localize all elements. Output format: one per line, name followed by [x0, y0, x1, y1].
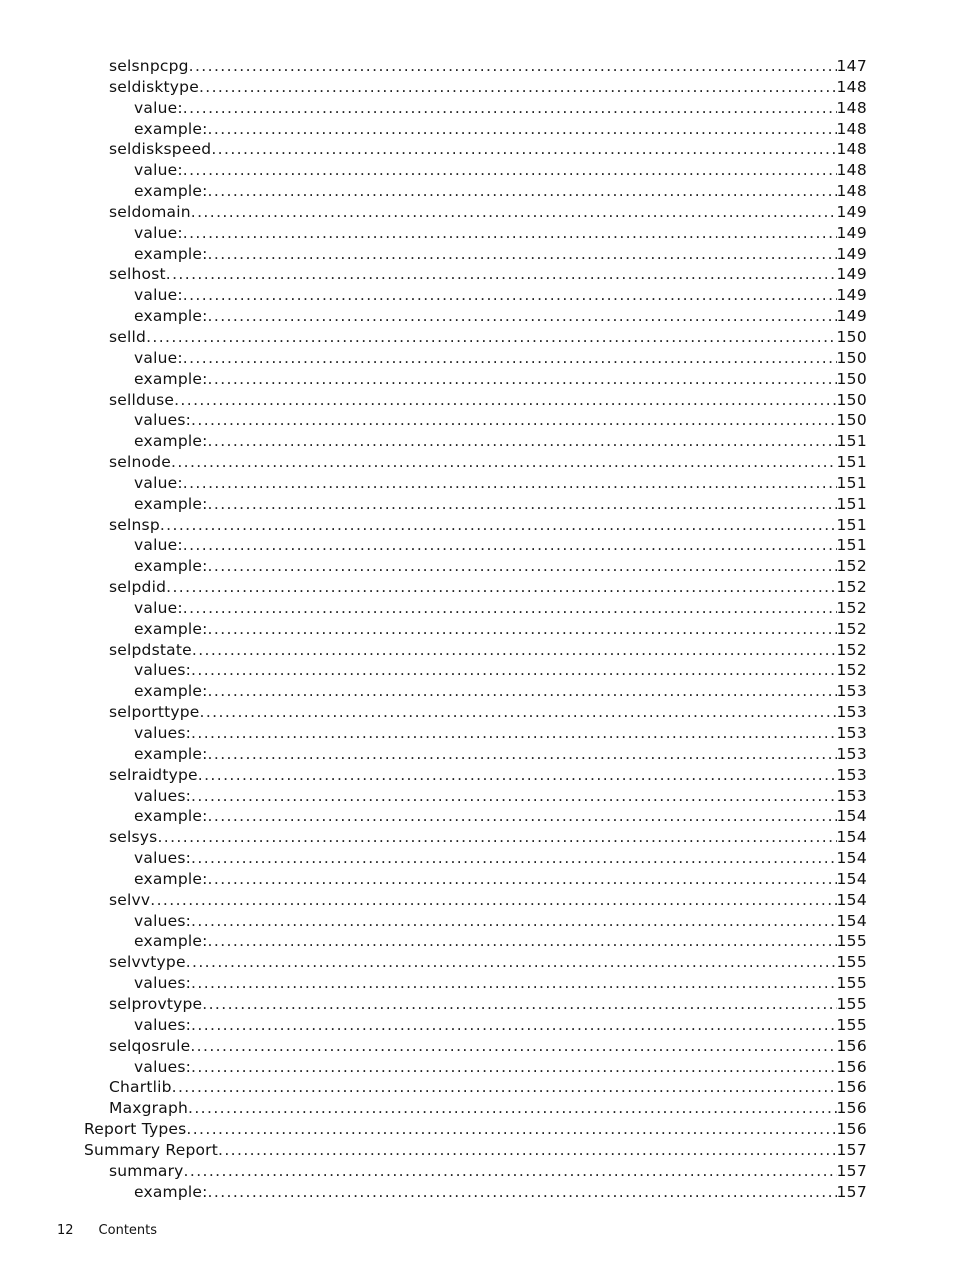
- toc-entry[interactable]: [0, 640, 954, 661]
- toc-entry[interactable]: [0, 369, 954, 390]
- dot-leader: [183, 285, 837, 306]
- toc-entry[interactable]: [0, 723, 954, 744]
- toc-entry-row: [134, 369, 867, 390]
- toc-entry-row: [134, 744, 867, 765]
- toc-entry-title: value:: [134, 98, 183, 117]
- toc-entry-row: [134, 494, 867, 515]
- dot-leader: [191, 848, 836, 869]
- toc-entry[interactable]: [0, 306, 954, 327]
- toc-entry-page-number: 157: [836, 1161, 867, 1180]
- toc-entry-page-number: 149: [836, 307, 867, 326]
- toc-entry-row: [134, 1182, 867, 1203]
- toc-entry-title: selsys: [109, 828, 158, 847]
- toc-entry[interactable]: [0, 327, 954, 348]
- toc-entry[interactable]: [0, 98, 954, 119]
- dot-leader: [208, 1182, 837, 1203]
- toc-entry-page-number: 149: [836, 265, 867, 284]
- toc-entry[interactable]: [0, 1057, 954, 1078]
- toc-entry[interactable]: [0, 744, 954, 765]
- toc-entry-row: [84, 1140, 867, 1161]
- dot-leader: [191, 911, 836, 932]
- toc-entry-title: values:: [134, 724, 192, 742]
- toc-entry-page-number: 152: [836, 557, 867, 576]
- toc-entry-page-number: 154: [836, 849, 867, 868]
- dot-leader: [188, 1098, 836, 1119]
- dot-leader: [150, 890, 836, 911]
- toc-entry[interactable]: [0, 598, 954, 619]
- toc-entry-page-number: 151: [836, 494, 867, 513]
- toc-entry-row: [134, 786, 867, 807]
- toc-entry-title: selvvtype: [109, 953, 186, 972]
- toc-entry[interactable]: [0, 556, 954, 577]
- dot-leader: [208, 931, 837, 952]
- dot-leader: [208, 681, 837, 702]
- dot-leader: [208, 369, 837, 390]
- toc-entry-title: Chartlib: [109, 1078, 172, 1097]
- toc-entry-title: example:: [134, 119, 208, 138]
- toc-entry-row: [134, 160, 867, 181]
- toc-entry-title: example:: [134, 682, 208, 701]
- toc-entry-row: [134, 473, 867, 494]
- toc-entry[interactable]: [0, 660, 954, 681]
- dot-leader: [183, 473, 837, 494]
- toc-entry-row: [109, 1161, 867, 1182]
- dot-leader: [191, 786, 836, 807]
- toc-entry-row: [109, 515, 867, 536]
- toc-entry-title: value:: [134, 598, 183, 617]
- toc-entry-row: [109, 56, 867, 77]
- dot-leader: [183, 98, 837, 119]
- toc-entry-page-number: 154: [836, 869, 867, 888]
- toc-entry-page-number: 150: [836, 411, 867, 430]
- toc-entry[interactable]: [0, 139, 954, 160]
- toc-entry-page-number: 154: [836, 807, 867, 826]
- toc-entry-title: values:: [134, 974, 192, 993]
- dot-leader: [208, 619, 837, 640]
- toc-entry-page-number: 152: [836, 640, 867, 659]
- toc-entry-row: [109, 827, 867, 848]
- toc-entry-title: selprovtype: [109, 994, 203, 1013]
- toc-entry-page-number: 156: [836, 1099, 867, 1118]
- toc-entry[interactable]: [0, 702, 954, 723]
- dot-leader: [191, 723, 836, 744]
- dot-leader: [208, 306, 837, 327]
- toc-entry-title: example:: [134, 244, 208, 263]
- table-of-contents: [0, 56, 954, 1202]
- toc-entry-row: [109, 765, 867, 786]
- dot-leader: [200, 702, 837, 723]
- toc-entry[interactable]: [0, 473, 954, 494]
- toc-entry-page-number: 148: [836, 182, 867, 201]
- toc-entry-row: [134, 931, 867, 952]
- toc-entry-row: [134, 556, 867, 577]
- toc-entry-title: example:: [134, 744, 208, 763]
- dot-leader: [198, 765, 837, 786]
- dot-leader: [208, 119, 837, 140]
- toc-entry-title: example:: [134, 432, 208, 451]
- toc-entry-page-number: 150: [836, 369, 867, 388]
- toc-entry-row: [109, 452, 867, 473]
- toc-entry-page-number: 148: [836, 119, 867, 138]
- dot-leader: [171, 452, 837, 473]
- toc-entry-page-number: 151: [836, 515, 867, 534]
- toc-entry-title: selld: [109, 327, 147, 346]
- dot-leader: [191, 202, 837, 223]
- toc-entry-row: [109, 577, 867, 598]
- toc-entry-row: [134, 1015, 867, 1036]
- toc-entry-row: [109, 1098, 867, 1119]
- toc-entry-page-number: 147: [836, 57, 867, 75]
- toc-entry[interactable]: [0, 577, 954, 598]
- toc-entry-page-number: 155: [836, 974, 867, 993]
- toc-entry-title: selpdstate: [109, 640, 192, 659]
- toc-entry[interactable]: [0, 390, 954, 411]
- toc-entry[interactable]: [0, 285, 954, 306]
- toc-entry-title: Report Types: [84, 1120, 187, 1139]
- toc-entry[interactable]: [0, 786, 954, 807]
- toc-entry[interactable]: [0, 56, 954, 77]
- toc-entry-row: [134, 869, 867, 890]
- toc-entry-row: [134, 306, 867, 327]
- toc-entry-row: [134, 848, 867, 869]
- toc-entry-row: [84, 1119, 867, 1140]
- toc-entry[interactable]: [0, 890, 954, 911]
- dot-leader: [183, 223, 837, 244]
- toc-entry-title: selnode: [109, 453, 171, 472]
- toc-entry[interactable]: [0, 681, 954, 702]
- toc-entry-row: [109, 264, 867, 285]
- dot-leader: [191, 1015, 836, 1036]
- toc-entry-page-number: 154: [836, 911, 867, 930]
- toc-entry-page-number: 156: [836, 1120, 867, 1139]
- toc-entry-page-number: 153: [836, 744, 867, 763]
- toc-entry-title: example:: [134, 369, 208, 388]
- toc-entry-title: summary: [109, 1161, 184, 1180]
- toc-entry-row: [134, 806, 867, 827]
- toc-entry[interactable]: [0, 119, 954, 140]
- dot-leader: [166, 264, 837, 285]
- toc-entry[interactable]: [0, 160, 954, 181]
- toc-entry[interactable]: [0, 952, 954, 973]
- toc-entry-page-number: 153: [836, 703, 867, 722]
- toc-entry-page-number: 156: [836, 1057, 867, 1076]
- toc-entry[interactable]: [0, 848, 954, 869]
- toc-entry-page-number: 151: [836, 473, 867, 492]
- toc-entry-page-number: 148: [836, 140, 867, 159]
- toc-entry-page-number: 148: [836, 98, 867, 117]
- toc-entry-row: [134, 244, 867, 265]
- toc-entry[interactable]: [0, 994, 954, 1015]
- dot-leader: [172, 1077, 837, 1098]
- toc-entry-title: example:: [134, 932, 208, 951]
- toc-entry-row: [109, 1036, 867, 1057]
- toc-entry-row: [134, 285, 867, 306]
- toc-entry-page-number: 150: [836, 348, 867, 367]
- toc-entry-title: example:: [134, 182, 208, 201]
- toc-entry-page-number: 148: [836, 77, 867, 96]
- toc-entry[interactable]: [0, 535, 954, 556]
- dot-leader: [218, 1140, 836, 1161]
- dot-leader: [199, 77, 837, 98]
- toc-entry-row: [134, 535, 867, 556]
- dot-leader: [186, 952, 837, 973]
- toc-entry-page-number: 157: [836, 1140, 867, 1159]
- toc-entry-page-number: 155: [836, 953, 867, 972]
- toc-entry-row: [134, 598, 867, 619]
- toc-entry-row: [134, 410, 867, 431]
- toc-entry-page-number: 151: [836, 432, 867, 451]
- toc-entry-page-number: 157: [836, 1182, 867, 1201]
- dot-leader: [183, 535, 837, 556]
- toc-entry-page-number: 151: [836, 453, 867, 472]
- footer-page-number: 12: [57, 1223, 74, 1238]
- dot-leader: [208, 869, 837, 890]
- toc-entry[interactable]: [0, 202, 954, 223]
- toc-entry-row: [134, 181, 867, 202]
- dot-leader: [183, 160, 837, 181]
- toc-entry-row: [109, 77, 867, 98]
- toc-entry-row: [109, 952, 867, 973]
- toc-entry-title: value:: [134, 536, 183, 555]
- toc-entry[interactable]: [0, 827, 954, 848]
- toc-entry-page-number: 156: [836, 1036, 867, 1055]
- dot-leader: [190, 1036, 836, 1057]
- toc-entry-title: value:: [134, 161, 183, 180]
- toc-entry[interactable]: [0, 181, 954, 202]
- toc-entry-page-number: 156: [836, 1078, 867, 1097]
- toc-entry[interactable]: [0, 869, 954, 890]
- toc-entry-row: [109, 1077, 867, 1098]
- toc-entry[interactable]: [0, 973, 954, 994]
- toc-entry-title: values:: [134, 849, 192, 868]
- toc-entry-title: selraidtype: [109, 765, 198, 784]
- toc-entry-row: [109, 702, 867, 723]
- toc-entry[interactable]: [0, 931, 954, 952]
- toc-entry[interactable]: [0, 1098, 954, 1119]
- dot-leader: [192, 640, 837, 661]
- toc-entry-row: [134, 681, 867, 702]
- toc-entry-page-number: 153: [836, 786, 867, 805]
- toc-entry[interactable]: [0, 515, 954, 536]
- toc-entry[interactable]: [0, 348, 954, 369]
- toc-entry-page-number: 154: [836, 890, 867, 909]
- dot-leader: [202, 994, 836, 1015]
- toc-entry-row: [134, 348, 867, 369]
- toc-entry-page-number: 152: [836, 578, 867, 597]
- toc-entry-row: [134, 619, 867, 640]
- toc-entry-title: sellduse: [109, 390, 175, 409]
- toc-entry[interactable]: [0, 619, 954, 640]
- toc-entry-title: example:: [134, 307, 208, 326]
- toc-entry-row: [134, 1057, 867, 1078]
- dot-leader: [208, 244, 837, 265]
- dot-leader: [208, 744, 837, 765]
- toc-entry-page-number: 153: [836, 765, 867, 784]
- dot-leader: [189, 56, 837, 77]
- dot-leader: [211, 139, 836, 160]
- dot-leader: [183, 348, 837, 369]
- toc-entry[interactable]: [0, 77, 954, 98]
- dot-leader: [208, 494, 837, 515]
- toc-entry-page-number: 149: [836, 244, 867, 263]
- dot-leader: [191, 660, 836, 681]
- toc-entry[interactable]: [0, 1036, 954, 1057]
- toc-entry[interactable]: [0, 431, 954, 452]
- dot-leader: [208, 806, 837, 827]
- toc-entry-row: [134, 431, 867, 452]
- toc-entry-row: [134, 660, 867, 681]
- toc-entry-row: [134, 911, 867, 932]
- toc-entry[interactable]: [0, 1140, 954, 1161]
- toc-entry-title: selvv: [109, 890, 151, 909]
- toc-entry-row: [109, 390, 867, 411]
- toc-entry-row: [109, 202, 867, 223]
- toc-entry[interactable]: [0, 452, 954, 473]
- dot-leader: [191, 1057, 836, 1078]
- toc-entry-row: [109, 994, 867, 1015]
- dot-leader: [184, 1161, 837, 1182]
- toc-entry-title: example:: [134, 869, 208, 888]
- toc-entry-page-number: 153: [836, 724, 867, 742]
- dot-leader: [183, 598, 837, 619]
- toc-entry[interactable]: [0, 1077, 954, 1098]
- toc-entry-title: selporttype: [109, 703, 200, 722]
- toc-entry-page-number: 154: [836, 828, 867, 847]
- toc-entry-page-number: 155: [836, 994, 867, 1013]
- toc-entry-page-number: 152: [836, 619, 867, 638]
- toc-entry[interactable]: [0, 1161, 954, 1182]
- toc-entry[interactable]: [0, 806, 954, 827]
- toc-entry[interactable]: [0, 494, 954, 515]
- toc-entry-title: seldomain: [109, 202, 191, 221]
- dot-leader: [160, 515, 837, 536]
- toc-entry[interactable]: [0, 410, 954, 431]
- dot-leader: [191, 410, 836, 431]
- dot-leader: [186, 1119, 836, 1140]
- toc-entry-title: values:: [134, 786, 192, 805]
- toc-entry[interactable]: [0, 1119, 954, 1140]
- toc-entry-page-number: 153: [836, 682, 867, 701]
- toc-entry-row: [134, 223, 867, 244]
- toc-entry-title: example:: [134, 1182, 208, 1201]
- toc-entry-title: seldisktype: [109, 77, 199, 96]
- toc-entry-title: values:: [134, 1015, 192, 1034]
- toc-entry-page-number: 152: [836, 661, 867, 680]
- toc-entry-page-number: 149: [836, 202, 867, 221]
- toc-entry-title: Summary Report: [84, 1140, 219, 1159]
- toc-entry-title: values:: [134, 1057, 192, 1076]
- toc-entry-title: selnsp: [109, 515, 160, 534]
- toc-entry-row: [109, 890, 867, 911]
- toc-entry-title: selpdid: [109, 578, 167, 597]
- toc-entry-page-number: 152: [836, 598, 867, 617]
- toc-entry-title: example:: [134, 807, 208, 826]
- toc-entry-row: [109, 139, 867, 160]
- toc-entry-title: value:: [134, 223, 183, 242]
- toc-entry-page-number: 150: [836, 327, 867, 346]
- toc-entry-page-number: 155: [836, 932, 867, 951]
- toc-entry-row: [134, 973, 867, 994]
- toc-entry-row: [109, 640, 867, 661]
- toc-entry[interactable]: [0, 223, 954, 244]
- toc-entry-title: selqosrule: [109, 1036, 191, 1055]
- page-footer: [57, 1223, 157, 1238]
- toc-entry-row: [134, 98, 867, 119]
- toc-entry-page-number: 149: [836, 286, 867, 305]
- toc-entry-page-number: 148: [836, 161, 867, 180]
- toc-entry[interactable]: [0, 911, 954, 932]
- toc-entry-title: value:: [134, 348, 183, 367]
- toc-entry-title: example:: [134, 494, 208, 513]
- toc-entry[interactable]: [0, 1015, 954, 1036]
- toc-entry[interactable]: [0, 244, 954, 265]
- toc-entry-title: selhost: [109, 265, 166, 284]
- toc-entry-title: selsnpcpg: [109, 57, 189, 75]
- dot-leader: [191, 973, 836, 994]
- toc-entry-title: values:: [134, 411, 192, 430]
- footer-section-title: Contents: [98, 1223, 158, 1238]
- toc-entry-page-number: 149: [836, 223, 867, 242]
- toc-entry-title: example:: [134, 557, 208, 576]
- toc-entry-title: value:: [134, 286, 183, 305]
- dot-leader: [146, 327, 836, 348]
- toc-entry-title: values:: [134, 661, 192, 680]
- toc-entry-row: [109, 327, 867, 348]
- toc-entry-page-number: 150: [836, 390, 867, 409]
- toc-entry-row: [134, 119, 867, 140]
- toc-entry-page-number: 151: [836, 536, 867, 555]
- dot-leader: [166, 577, 836, 598]
- toc-entry[interactable]: [0, 1182, 954, 1203]
- dot-leader: [208, 556, 837, 577]
- toc-entry-title: seldiskspeed: [109, 140, 212, 159]
- dot-leader: [208, 181, 837, 202]
- toc-entry[interactable]: [0, 264, 954, 285]
- toc-entry-title: values:: [134, 911, 192, 930]
- dot-leader: [157, 827, 836, 848]
- toc-entry[interactable]: [0, 765, 954, 786]
- toc-entry-title: Maxgraph: [109, 1099, 189, 1118]
- toc-entry-row: [134, 723, 867, 744]
- dot-leader: [174, 390, 836, 411]
- dot-leader: [208, 431, 837, 452]
- toc-entry-title: value:: [134, 473, 183, 492]
- toc-entry-title: example:: [134, 619, 208, 638]
- toc-entry-page-number: 155: [836, 1015, 867, 1034]
